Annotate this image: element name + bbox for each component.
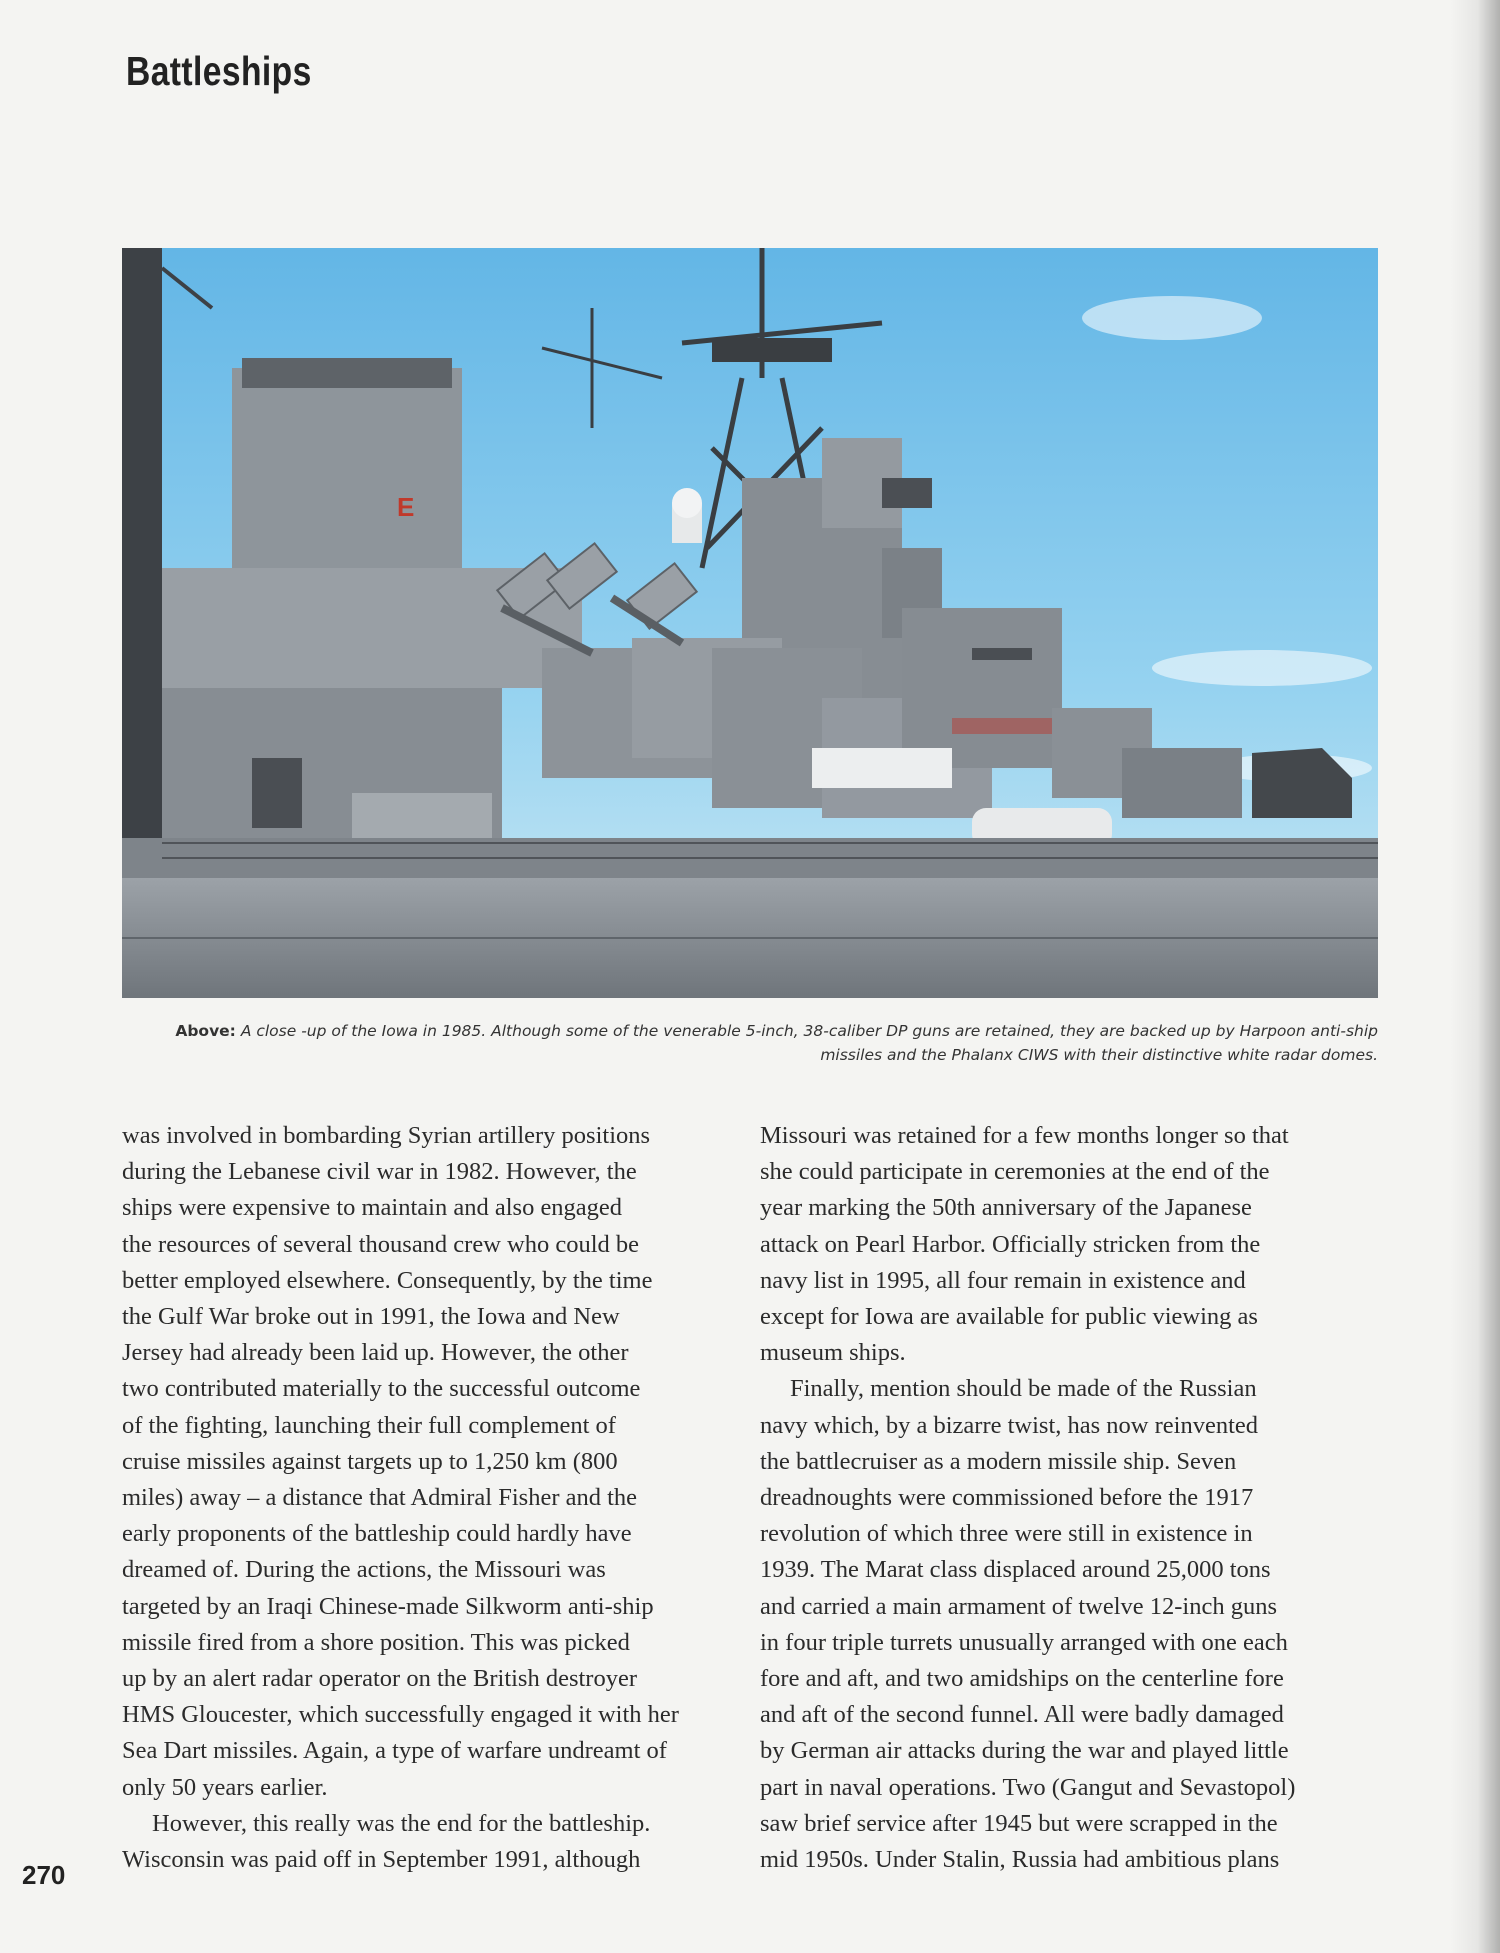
paragraph xyxy=(760,1118,1372,1371)
battleship-photo-illustration xyxy=(122,248,1378,998)
left-text-column xyxy=(122,1118,734,1878)
text-line: HMS Gloucester, which successfully engaged it with her xyxy=(122,1701,679,1729)
text-line: museum ships. xyxy=(760,1339,906,1367)
text-line: Finally, mention should be made of the Russian xyxy=(790,1375,1257,1403)
text-line: Wisconsin was paid off in September 1991, although xyxy=(122,1846,641,1874)
text-line: in four triple turrets unusually arranged with one each xyxy=(760,1628,1288,1656)
paragraph xyxy=(122,1118,734,1806)
text-line: of the fighting, launching their full complement of xyxy=(122,1411,616,1439)
text-line: navy which, by a bizarre twist, has now reinvented xyxy=(760,1411,1259,1439)
text-line: part in naval operations. Two (Gangut and Sevastopol) xyxy=(760,1773,1296,1801)
right-text-column xyxy=(760,1118,1372,1878)
text-line: saw brief service after 1945 but were scrapped in the xyxy=(760,1809,1278,1837)
midship-structure xyxy=(902,608,1062,768)
text-line: 1939. The Marat class displaced around 25,000 tons xyxy=(760,1556,1271,1584)
text-line: navy list in 1995, all four remain in existence and xyxy=(760,1266,1246,1294)
text-line: fore and aft, and two amidships on the centerline fore xyxy=(760,1665,1284,1693)
text-line: targeted by an Iraqi Chinese-made Silkworm anti-ship xyxy=(122,1592,654,1620)
text-line: better employed elsewhere. Consequently, by the time xyxy=(122,1266,653,1294)
text-line: miles) away – a distance that Admiral Fisher and the xyxy=(122,1484,638,1512)
text-line: However, this really was the end for the battleship. xyxy=(152,1809,651,1837)
hull-marking: E xyxy=(397,492,415,522)
white-cover xyxy=(812,748,952,788)
text-line: revolution of which three were still in existence in xyxy=(760,1520,1253,1548)
paragraph xyxy=(760,1371,1372,1878)
text-line: was involved in bombarding Syrian artillery positions xyxy=(122,1122,651,1149)
paragraph xyxy=(122,1806,734,1878)
text-line: ships were expensive to maintain and also engaged xyxy=(122,1194,623,1222)
text-line: and aft of the second funnel. All were badly damaged xyxy=(760,1701,1284,1729)
text-line: early proponents of the battleship could hardly have xyxy=(122,1520,632,1548)
text-line: Jersey had already been laid up. However, the other xyxy=(122,1339,629,1367)
text-line: except for Iowa are available for public viewing as xyxy=(760,1303,1258,1331)
text-line: dreadnoughts were commissioned before the 1917 xyxy=(760,1484,1254,1512)
text-line: Sea Dart missiles. Again, a type of warfare undreamt of xyxy=(122,1737,667,1765)
text-line: up by an alert radar operator on the British destroyer xyxy=(122,1665,638,1693)
text-line: she could participate in ceremonies at the end of the xyxy=(760,1158,1270,1186)
text-line: cruise missiles against targets up to 1,250 km (800 xyxy=(122,1447,618,1475)
text-line: missile fired from a shore position. This was picked xyxy=(122,1628,630,1656)
running-title: Battleships xyxy=(126,48,312,94)
text-line: mid 1950s. Under Stalin, Russia had ambitious plans xyxy=(760,1846,1280,1874)
page-gutter-shadow xyxy=(1450,0,1500,1953)
figure-caption xyxy=(122,1019,1378,1067)
page-number: 270 xyxy=(22,1860,66,1890)
text-line: the resources of several thousand crew who could be xyxy=(122,1230,640,1258)
text-line: the battlecruiser as a modern missile ship. Seven xyxy=(760,1447,1237,1475)
text-line: two contributed materially to the successful outcome xyxy=(122,1375,641,1403)
text-line: dreamed of. During the actions, the Missouri was xyxy=(122,1556,606,1584)
text-line: and carried a main armament of twelve 12-inch guns xyxy=(760,1592,1278,1620)
radar-platform xyxy=(712,338,832,362)
caption-text: A close -up of the Iowa in 1985. Although some of the venerable 5-inch, 38-caliber DP guns are retained, they are backed up by Harpoon anti-ship missiles and the Phalanx CIWS with their distinctive white radar domes. xyxy=(240,1022,1378,1064)
caption-lead: Above: xyxy=(175,1022,236,1040)
text-line: the Gulf War broke out in 1991, the Iowa and New xyxy=(122,1303,620,1331)
text-line: during the Lebanese civil war in 1982. However, the xyxy=(122,1158,637,1186)
battleship-photo xyxy=(122,248,1378,998)
text-line: by German air attacks during the war and played little xyxy=(760,1737,1289,1765)
text-line: Missouri was retained for a few months longer so that xyxy=(760,1122,1289,1149)
text-line: year marking the 50th anniversary of the Japanese xyxy=(760,1194,1252,1222)
ciws-radar-dome xyxy=(672,488,702,543)
text-line: only 50 years earlier. xyxy=(122,1773,328,1801)
text-line: attack on Pearl Harbor. Officially stricken from the xyxy=(760,1230,1261,1258)
